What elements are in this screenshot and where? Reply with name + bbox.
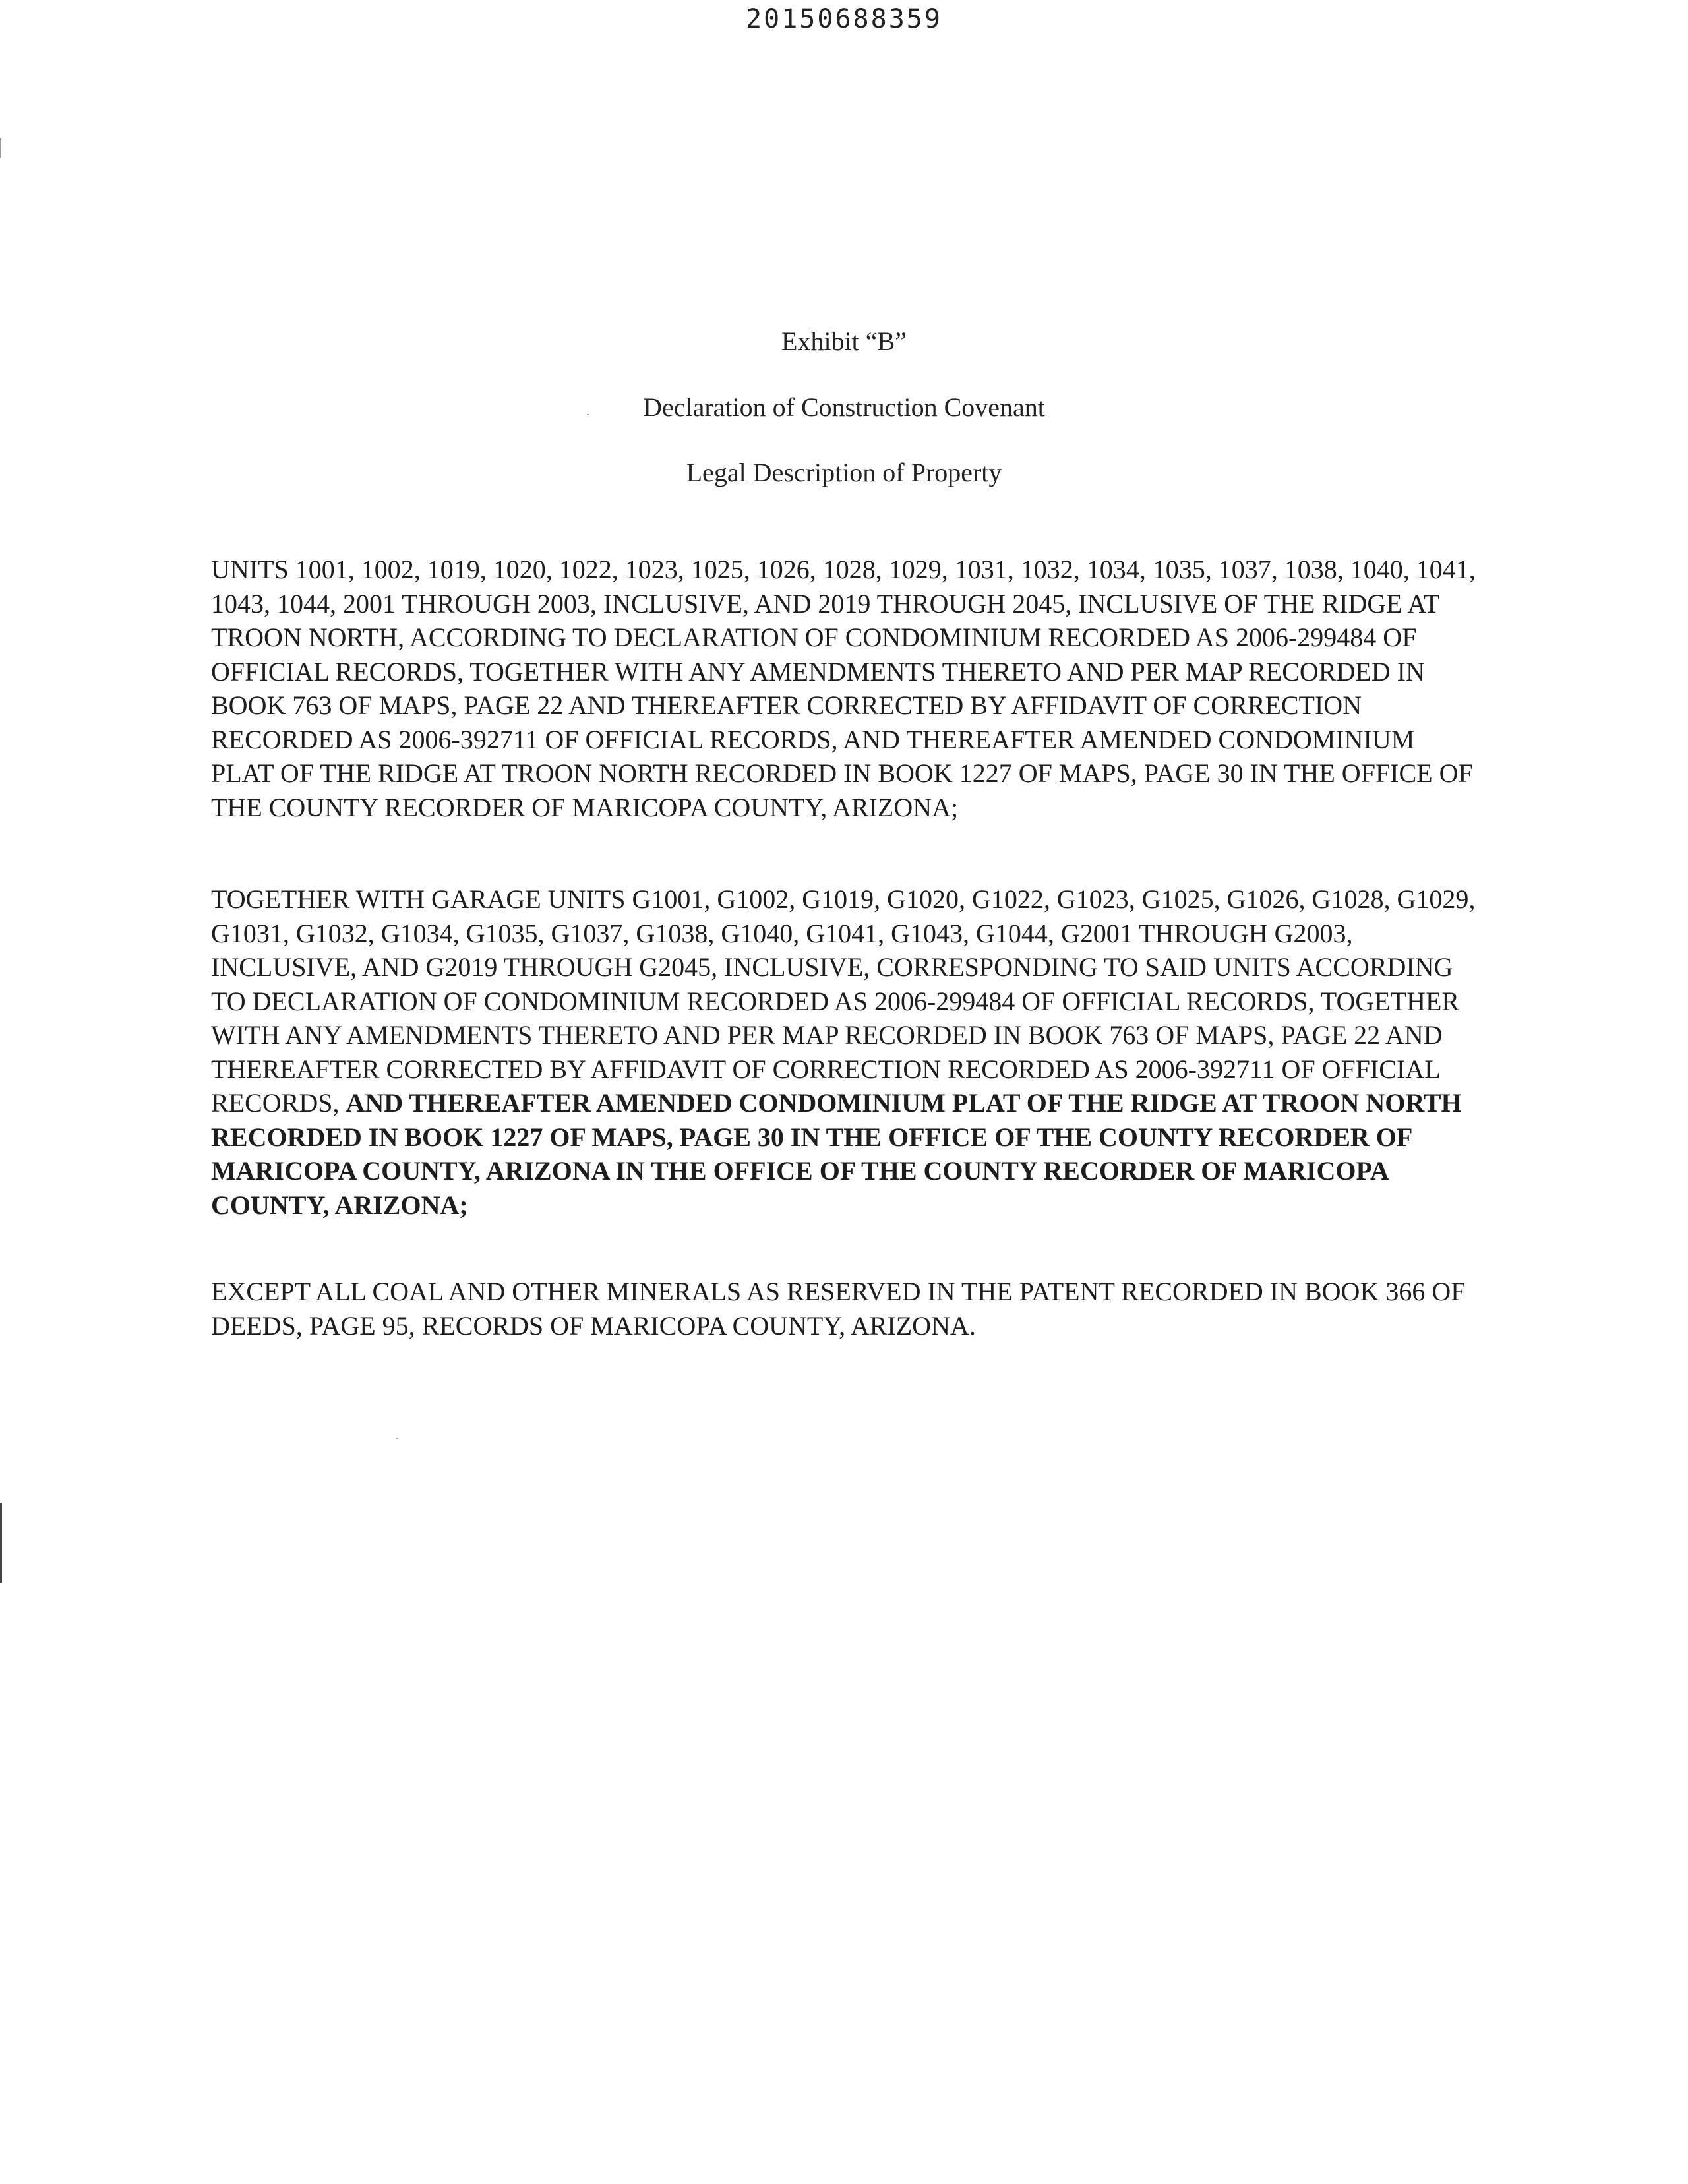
recording-number: 20150688359 (746, 4, 942, 34)
covenant-title: Declaration of Construction Covenant (643, 392, 1045, 422)
exhibit-title: Exhibit “B” (781, 326, 907, 356)
scan-edge-mark-small (0, 138, 1, 158)
scan-edge-mark (0, 1503, 2, 1583)
scan-speck (396, 1438, 398, 1439)
minerals-exception-paragraph: EXCEPT ALL COAL AND OTHER MINERALS AS RESERVED IN THE PATENT RECORDED IN BOOK 366 OF DEEDS, PAGE 95, RECORDS OF MARICOPA COUNTY, ARIZONA. (211, 1277, 1466, 1341)
garage-units-text: TOGETHER WITH GARAGE UNITS G1001, G1002, G1019, G1020, G1022, G1023, G1025, G1026, G1028, G1029, G1031, G1032, G1034, G1035, G1037, G1038, G1040, G1041, G1043, G1044, G2001 THROUGH G2003, INCLUSIVE, AND G2019 THROUGH G2045, INCLUSIVE, CORRESPONDING TO SAID UNITS ACCORDING TO DECLARATION OF CONDOMINIUM RECORDED AS 2006-299484 OF OFFICIAL RECORDS, TOGETHER WITH ANY AMENDMENTS THERETO AND PER MAP RECORDED IN BOOK 763 OF MAPS, PAGE 22 AND THEREAFTER CORRECTED BY AFFIDAVIT OF CORRECTION RECORDED AS 2006-392711 OF OFFICIAL RECORDS, (211, 884, 1476, 1118)
garage-units-paragraph (211, 882, 1484, 1222)
units-paragraph: UNITS 1001, 1002, 1019, 1020, 1022, 1023, 1025, 1026, 1028, 1029, 1031, 1032, 1034, 1035, 1037, 1038, 1040, 1041, 1043, 1044, 2001 THROUGH 2003, INCLUSIVE, AND 2019 THROUGH 2045, INCLUSIVE OF THE RIDGE AT TROON NORTH, ACCORDING TO DECLARATION OF CONDOMINIUM RECORDED AS 2006-299484 OF OFFICIAL RECORDS, TOGETHER WITH ANY AMENDMENTS THERETO AND PER MAP RECORDED IN BOOK 763 OF MAPS, PAGE 22 AND THEREAFTER CORRECTED BY AFFIDAVIT OF CORRECTION RECORDED AS 2006-392711 OF OFFICIAL RECORDS, AND THEREAFTER AMENDED CONDOMINIUM PLAT OF THE RIDGE AT TROON NORTH RECORDED IN BOOK 1227 OF MAPS, PAGE 30 IN THE OFFICE OF THE COUNTY RECORDER OF MARICOPA COUNTY, ARIZONA; (211, 555, 1476, 822)
scan-speck (587, 414, 589, 415)
legal-description-title: Legal Description of Property (686, 458, 1002, 487)
amended-plat-bold-text: AND THEREAFTER AMENDED CONDOMINIUM PLAT OF THE RIDGE AT TROON NORTH RECORDED IN BOOK 1227 OF MAPS, PAGE 30 IN THE OFFICE OF THE COUNTY RECORDER OF MARICOPA COUNTY, ARIZONA IN THE OFFICE OF THE COUNTY RECORDER OF MARICOPA COUNTY, ARIZONA; (211, 1088, 1462, 1220)
